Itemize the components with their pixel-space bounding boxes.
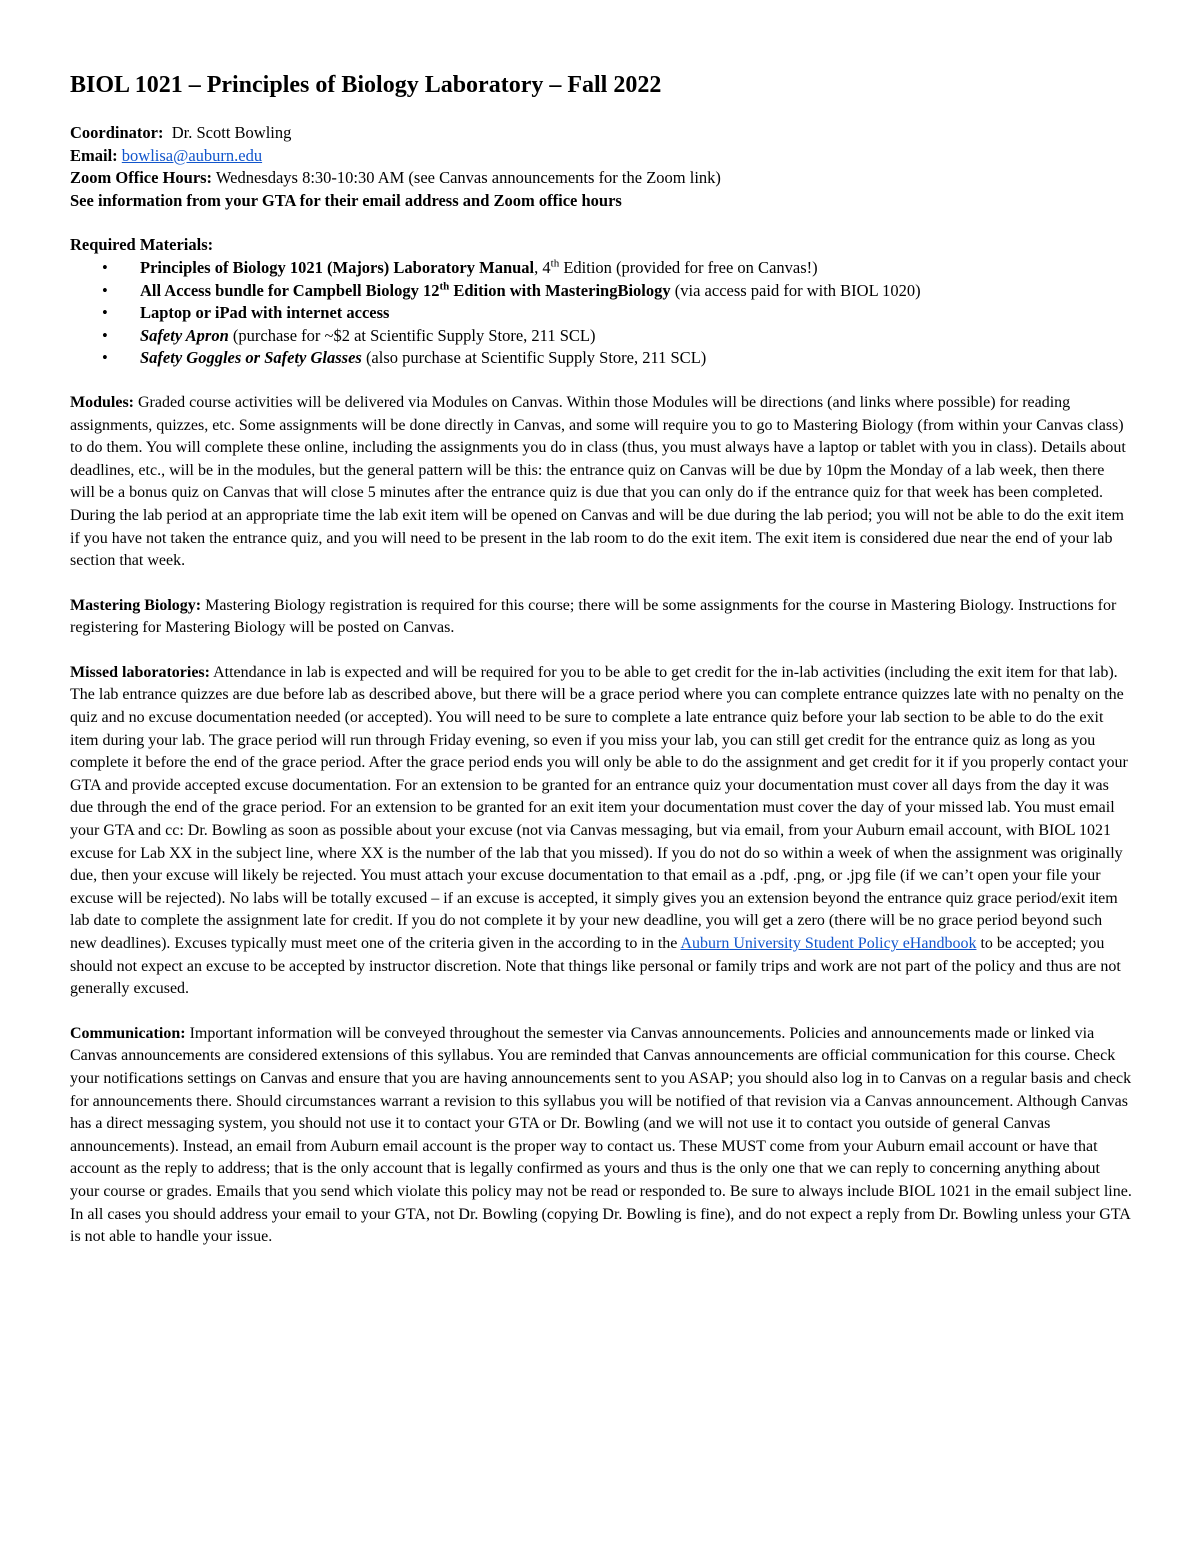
missed-labs-text: Attendance in lab is expected and will be required for you to be able to get credit for the in-lab activities (including the exit item for that lab). The lab entrance quizzes are due before lab as described above, but there will be a grace period where you can complete entrance quizzes late with no penalty on the quiz and no excuse documentation needed (or accepted). You will need to be sure to complete a late entrance quiz before your lab section to be able to do the exit item during your lab. The grace period will run through Friday evening, so even if you miss your lab, you can still get credit for the entrance quiz as long as you complete it before the end of the grace period. After the grace period ends you will only be able to do the assignment and get credit for it if you properly contact your GTA and provide accepted excuse documentation. For an extension to be granted for an entrance quiz your documentation must cover all days from the day it was due through the end of the grace period. For an extension to be granted for an exit item your documentation must cover the day of your missed lab. You must email your GTA and cc: Dr. Bowling as soon as possible about your excuse (not via Canvas messaging, but via email, from your Auburn email account, with BIOL 1021 excuse for Lab XX in the subject line, where XX is the number of the lab that you missed). If you do not do so within a week of when the assignment was originally due, then your excuse will likely be rejected. You must attach your excuse documentation to that email as a .pdf, .png, or .jpg file (if we can’t open your file your excuse will be rejected). No labs will be totally excused – if an excuse is accepted, it simply gives you an extension beyond the entrance quiz grace period/exit item lab date to complete the assignment late for credit. If you do not complete it by your new deadline, you will get a zero (there will be no grace period beyond such new deadlines). Excuses typically must meet one of the criteria given in the according to in the <box>70 663 1128 952</box>
modules-heading: Modules: <box>70 393 134 411</box>
bullet-icon: • <box>102 257 108 277</box>
communication-text: Important information will be conveyed throughout the semester via Canvas announcements. Policies and announcements made or linked via Canvas announcements are considered extensions of this syllabus. You are reminded that Canvas announcements are official communication for this course. Check your notifications settings on Canvas and ensure that you are having announcements sent to you ASAP; you should also log in to Canvas on a regular basis and check for announcements there. Should circumstances warrant a revision to this syllabus you will be notified of that revision via a Canvas announcement. Although Canvas has a direct messaging system, you should not use it to contact your GTA or Dr. Bowling (and we will not use it to contact you outside of general Canvas announcements). Instead, an email from Auburn email account is the proper way to contact us. These MUST come from your Auburn email account or have that account as the reply to address; that is the only account that is legally confirmed as yours and thus is the only one that we can reply to concerning anything about your course or grades. Emails that you send which violate this policy may not be read or responded to. Be sure to always include BIOL 1021 in the email subject line. In all cases you should address your email to your GTA, not Dr. Bowling (copying Dr. Bowling is fine), and do not expect a reply from Dr. Bowling unless your GTA is not able to handle your issue. <box>70 1024 1132 1246</box>
coordinator-value: Dr. Scott Bowling <box>171 123 292 142</box>
mastering-section <box>70 595 1132 640</box>
bullet-icon: • <box>102 280 108 300</box>
mastering-heading: Mastering Biology: <box>70 596 202 614</box>
list-item: • Principles of Biology 1021 (Majors) Laboratory Manual, 4th Edition (provided for free on Canvas!) <box>70 257 1132 280</box>
communication-section <box>70 1023 1132 1249</box>
gta-note: See information from your GTA for their email address and Zoom office hours <box>70 190 622 210</box>
page-title: BIOL 1021 – Principles of Biology Laboratory – Fall 2022 <box>70 72 662 98</box>
bullet-icon: • <box>102 325 108 345</box>
bullet-icon: • <box>102 348 108 368</box>
list-item: • Laptop or iPad with internet access <box>70 302 1132 325</box>
email-label: Email: <box>70 145 118 165</box>
office-hours-label: Zoom Office Hours: <box>70 168 213 188</box>
syllabus-page <box>70 70 1132 1249</box>
office-hours-value: Wednesdays 8:30-10:30 AM (see Canvas announcements for the Zoom link) <box>215 168 721 188</box>
email-link[interactable]: bowlisa@auburn.edu <box>121 145 263 165</box>
coordinator-label: Coordinator: <box>70 123 164 142</box>
missed-labs-section <box>70 662 1132 1001</box>
modules-text: Graded course activities will be delivered via Modules on Canvas. Within those Modules will be directions (and links where possible) for reading assignments, quizzes, etc. Some assignments will be done directly in Canvas, and some will require you to go to Mastering Biology (from within your Canvas class) to do them. You will complete these online, including the assignments you do in class (thus, you must always have a laptop or tablet with you in class). Details about deadlines, etc., will be in the modules, but the general pattern will be this: the entrance quiz on Canvas will be due by 10pm the Monday of a lab week, then there will be a bonus quiz on Canvas that will close 5 minutes after the entrance quiz is due that you can only do if the entrance quiz for that week has been completed. During the lab period at an appropriate time the lab exit item will be opened on Canvas and will be due during the lab period; you will not be able to do the exit item if you have not taken the entrance quiz, and you will need to be present in the lab room to do the exit item. The exit item is considered due near the end of your lab section that week. <box>70 393 1126 570</box>
list-item: • Safety Apron (purchase for ~$2 at Scientific Supply Store, 211 SCL) <box>70 325 1132 348</box>
missed-labs-text-after: to be accepted; you should not expect an excuse to be accepted by instructor discretion. Note that things like personal or family trips and work are not part of the policy and thus are not generally excused. <box>70 935 1121 998</box>
bullet-icon: • <box>102 303 108 323</box>
coordinator-line <box>70 122 1132 145</box>
required-materials-list <box>70 257 1132 370</box>
list-item: • All Access bundle for Campbell Biology 12th Edition with MasteringBiology (via access paid for with BIOL 1020) <box>70 280 1132 303</box>
required-materials-heading: Required Materials: <box>70 235 214 255</box>
modules-section <box>70 392 1132 573</box>
mastering-text: Mastering Biology registration is required for this course; there will be some assignments for the course in Mastering Biology. Instructions for registering for Mastering Biology will be posted on Canvas. <box>70 596 1117 637</box>
ehandbook-link[interactable]: Auburn University Student Policy eHandbook <box>680 935 977 952</box>
communication-heading: Communication: <box>70 1024 186 1042</box>
list-item: • Safety Goggles or Safety Glasses (also purchase at Scientific Supply Store, 211 SCL) <box>70 347 1132 370</box>
office-hours-line <box>70 167 1132 190</box>
missed-labs-heading: Missed laboratories: <box>70 663 210 681</box>
email-line <box>70 145 1132 168</box>
